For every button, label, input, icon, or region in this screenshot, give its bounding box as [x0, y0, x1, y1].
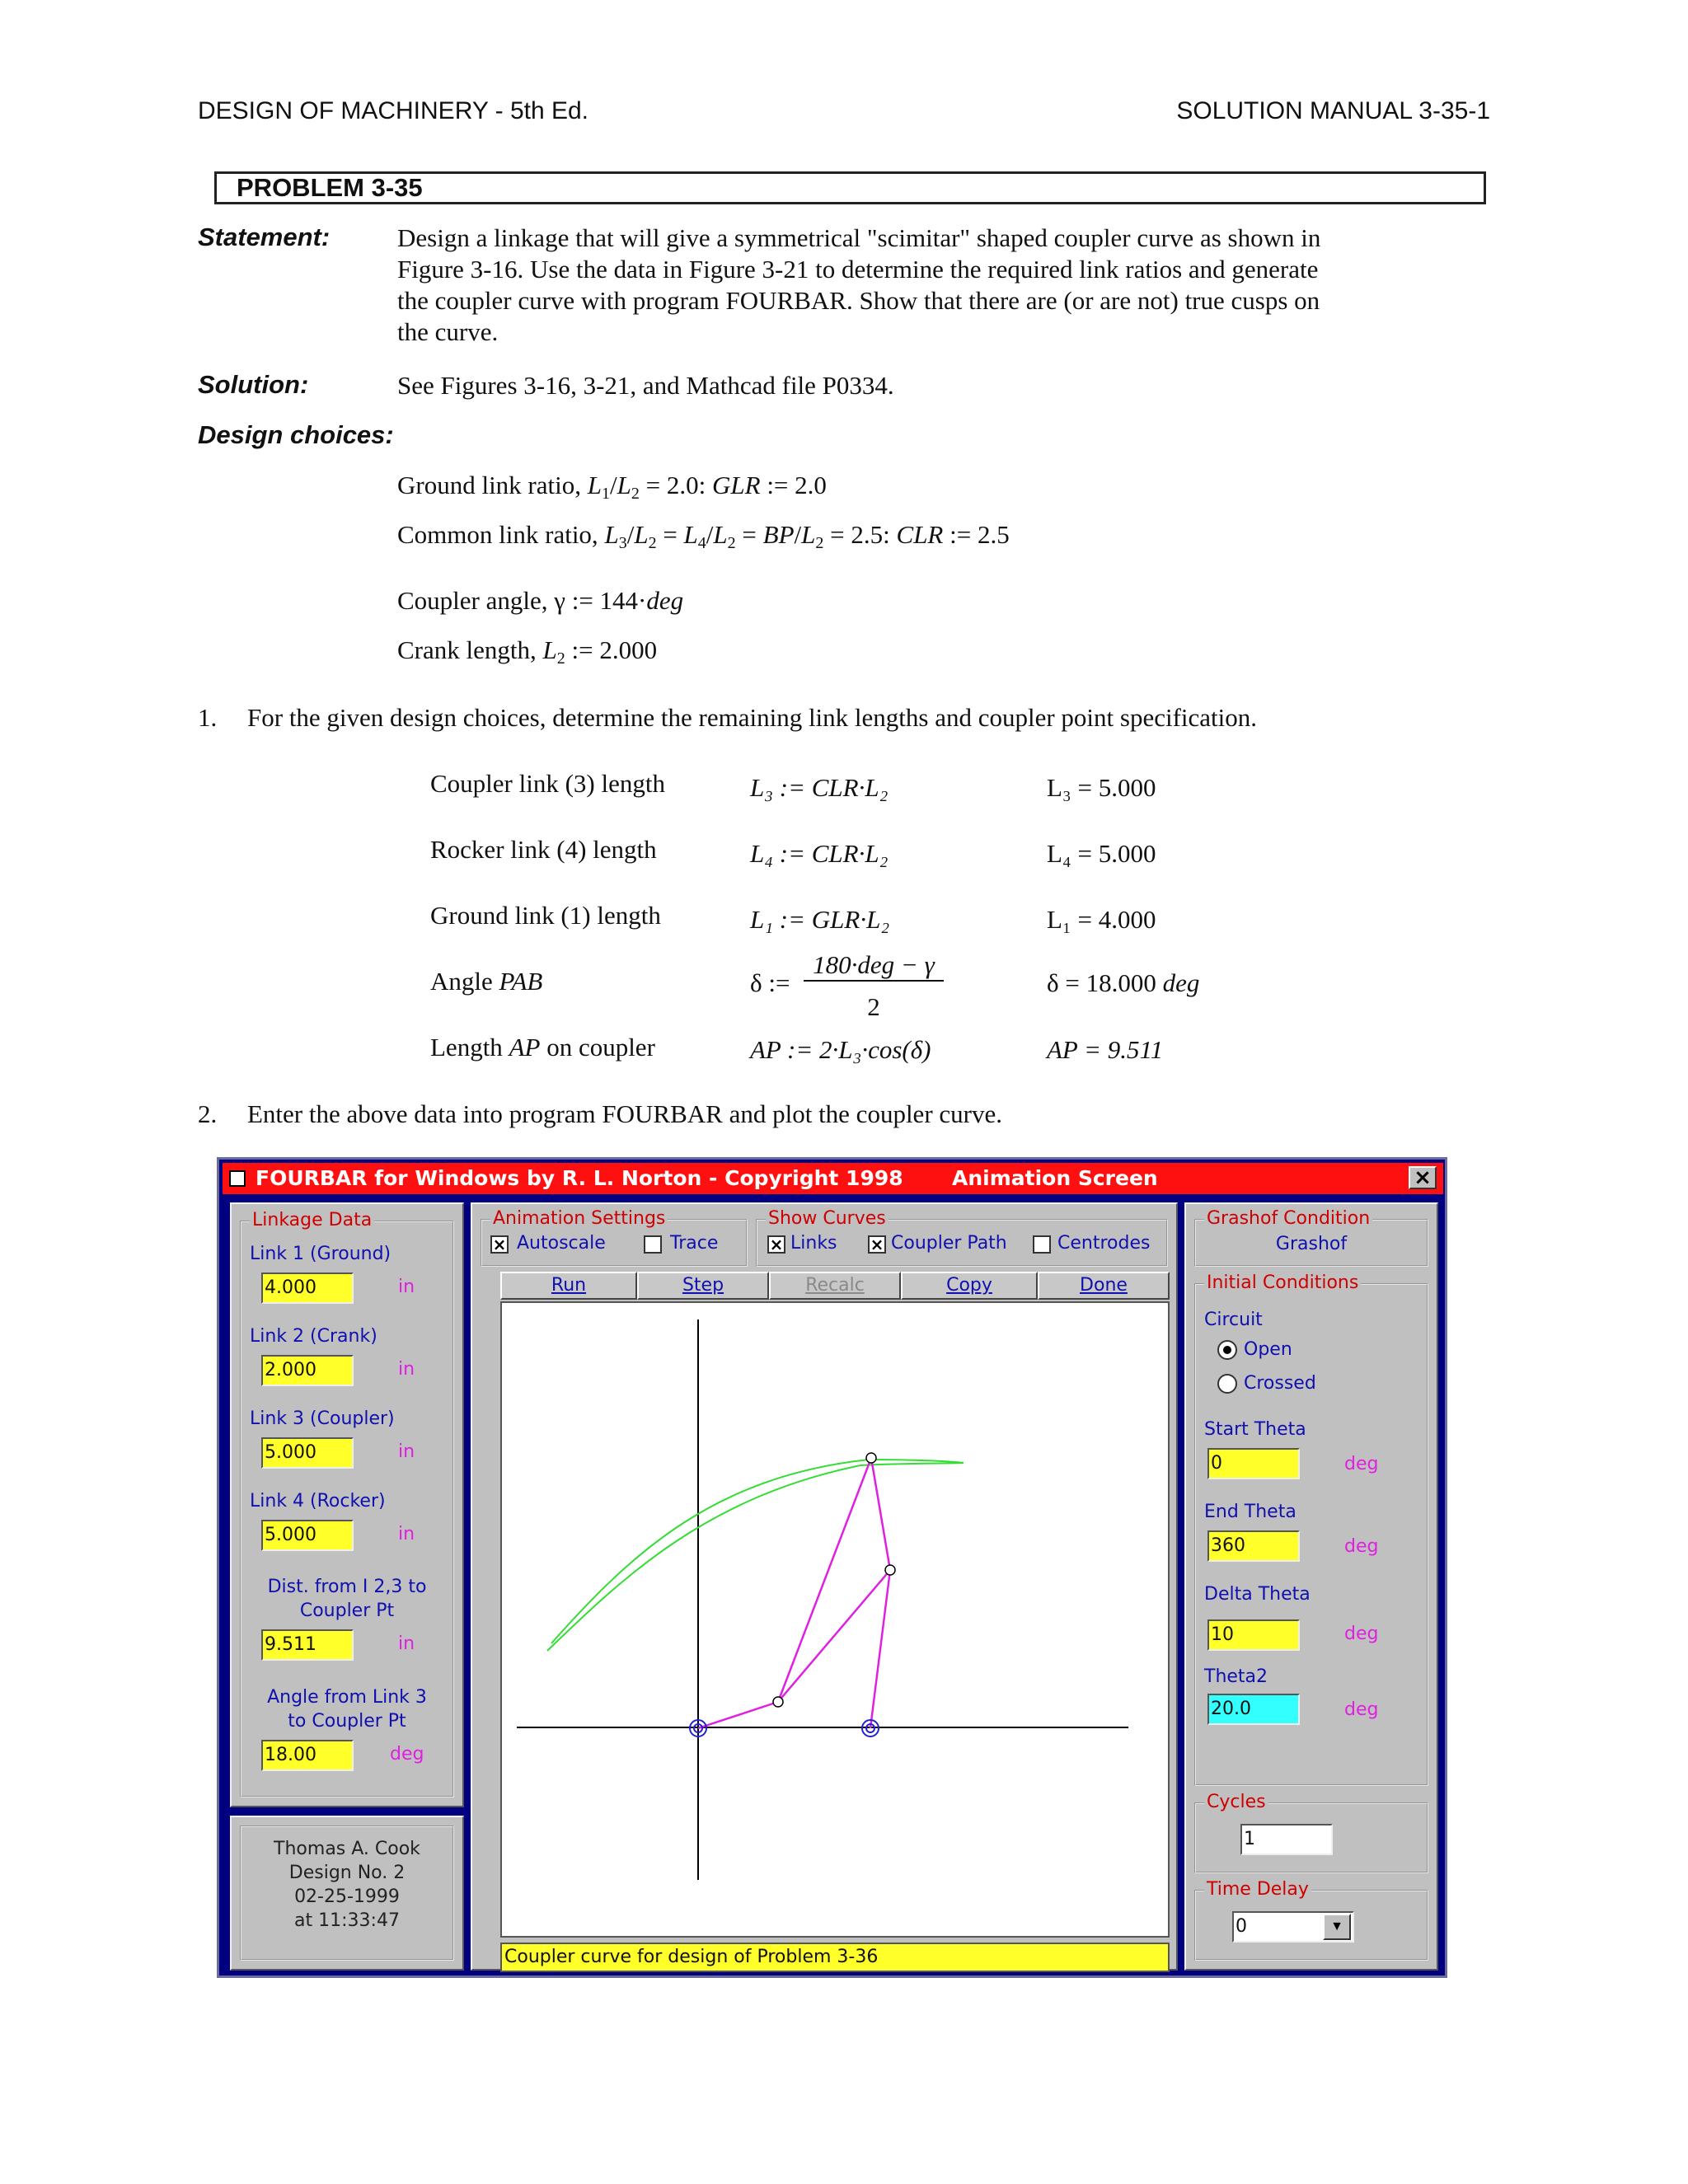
statement-label: Statement: — [198, 223, 331, 251]
chevron-down-icon[interactable]: ▼ — [1323, 1914, 1351, 1940]
joint-b — [885, 1565, 895, 1575]
links-checkbox[interactable]: × — [767, 1235, 785, 1254]
statement-line: Figure 3-16. Use the data in Figure 3-21 to determine the required link ratios and generate — [397, 255, 1319, 284]
ground-link-ratio: Ground link ratio, $L_1/L_2 = 2.0$: GLR := 2.0 — [397, 471, 827, 503]
settings-panel — [1184, 1202, 1438, 1971]
unit-label: deg — [390, 1744, 424, 1765]
dist-input[interactable]: 9.511 — [261, 1629, 354, 1661]
grashof-value: Grashof — [1275, 1234, 1348, 1254]
statement-text — [397, 223, 1485, 348]
unit-label: in — [398, 1633, 415, 1654]
step1-number: 1. — [198, 703, 218, 732]
autoscale-label: Autoscale — [517, 1233, 606, 1254]
grashof-title: Grashof Condition — [1204, 1209, 1372, 1229]
common-link-ratio: Common link ratio, $L_3/L_2 = L_4/L_2 = BP/L_2 = 2.5$: CLR := 2.5 — [397, 520, 1010, 552]
open-radio[interactable] — [1217, 1340, 1237, 1360]
unit-label: deg — [1344, 1454, 1379, 1474]
angle-def-lhs: δ := — [750, 968, 790, 997]
link3-input[interactable]: 5.000 — [261, 1437, 354, 1469]
ap-result: AP = 9.511 — [1047, 1035, 1164, 1064]
angle-label: Angle PAB — [430, 967, 543, 996]
crossed-label: Crossed — [1244, 1373, 1316, 1394]
step2-text: Enter the above data into program FOURBAR and plot the coupler curve. — [247, 1099, 1002, 1128]
caption-input[interactable]: Coupler curve for design of Problem 3-36 — [500, 1943, 1170, 1972]
info-box — [240, 1825, 454, 1961]
open-label: Open — [1244, 1339, 1292, 1360]
show-curves-title: Show Curves — [766, 1209, 889, 1229]
delta-theta-label: Delta Theta — [1204, 1584, 1311, 1605]
animation-settings-title: Animation Settings — [490, 1209, 668, 1229]
theta2-label: Theta2 — [1204, 1666, 1268, 1687]
screen-name: Animation Screen — [952, 1166, 1158, 1190]
start-theta-input[interactable]: 0 — [1207, 1448, 1300, 1479]
done-button[interactable]: Done — [1038, 1272, 1170, 1300]
coupler-link-bp — [871, 1458, 890, 1570]
unit-label: deg — [1344, 1536, 1379, 1557]
trace-checkbox[interactable] — [644, 1235, 662, 1254]
unit-label: deg — [1344, 1624, 1379, 1644]
statement-line: the curve. — [397, 317, 499, 346]
initial-conditions-group — [1194, 1272, 1428, 1786]
end-theta-input[interactable]: 360 — [1207, 1530, 1300, 1562]
coupler-path-label: Coupler Path — [891, 1233, 1007, 1254]
linkage-plot — [502, 1303, 1168, 1936]
app-icon — [229, 1170, 246, 1187]
crossed-radio[interactable] — [1217, 1374, 1237, 1394]
row-result: L₁ = 4.000 — [1047, 905, 1156, 934]
header-left: DESIGN OF MACHINERY - 5th Ed. — [198, 97, 589, 124]
link3-label: Link 3 (Coupler) — [250, 1408, 395, 1429]
angle-label: Angle from Link 3 to Coupler Pt — [267, 1687, 427, 1732]
coupler-point-p — [866, 1453, 876, 1463]
cycles-title: Cycles — [1204, 1793, 1268, 1812]
link2-label: Link 2 (Crank) — [250, 1326, 377, 1347]
links-label: Links — [790, 1233, 837, 1254]
coupler-path-checkbox[interactable]: × — [868, 1235, 886, 1254]
row-result: L₄ = 5.000 — [1047, 839, 1156, 868]
solution-text: See Figures 3-16, 3-21, and Mathcad file P0334. — [397, 371, 894, 400]
linkage-panel — [230, 1202, 464, 1807]
centrodes-checkbox[interactable] — [1033, 1235, 1051, 1254]
design-choices-label: Design choices: — [198, 420, 394, 449]
row-label: Rocker link (4) length — [430, 835, 657, 864]
theta2-input[interactable]: 20.0 — [1207, 1694, 1300, 1725]
start-theta-label: Start Theta — [1204, 1419, 1306, 1440]
delta-theta-input[interactable]: 10 — [1207, 1619, 1300, 1651]
cycles-input[interactable]: 1 — [1240, 1824, 1333, 1855]
initial-conditions-title: Initial Conditions — [1204, 1273, 1361, 1293]
close-button[interactable]: × — [1409, 1166, 1437, 1189]
statement-line: the coupler curve with program FOURBAR. Show that there are (or are not) true cusps on — [397, 286, 1320, 315]
end-theta-label: End Theta — [1204, 1502, 1296, 1522]
ap-label: Length AP on coupler — [430, 1033, 655, 1062]
title-bar — [223, 1163, 1443, 1194]
step1-text: For the given design choices, determine the remaining link lengths and coupler point specification. — [247, 703, 1258, 732]
step-button[interactable]: Step — [637, 1272, 769, 1300]
autoscale-checkbox[interactable]: × — [490, 1235, 509, 1254]
coupler-curve-lower — [547, 1465, 860, 1651]
statement-line: Design a linkage that will give a symmetrical "scimitar" shaped coupler curve as shown in — [397, 223, 1321, 252]
unit-label: in — [398, 1441, 415, 1462]
row-def: L₄ := CLR·L₂ — [750, 839, 889, 868]
unit-label: in — [398, 1277, 415, 1297]
trace-label: Trace — [670, 1233, 719, 1254]
dist-label: Dist. from I 2,3 to Coupler Pt — [267, 1577, 427, 1621]
row-def: L₁ := GLR·L₂ — [750, 905, 890, 934]
row-label: Coupler link (3) length — [430, 769, 665, 798]
link1-input[interactable]: 4.000 — [261, 1272, 354, 1304]
info-panel — [230, 1816, 464, 1971]
coupler-angle: Coupler angle, γ := 144·deg — [397, 586, 684, 615]
link4-input[interactable]: 5.000 — [261, 1520, 354, 1551]
angle-result: δ = 18.000 deg — [1047, 968, 1200, 997]
centrodes-label: Centrodes — [1057, 1233, 1151, 1254]
time-delay-group — [1194, 1879, 1428, 1961]
problem-box — [214, 171, 1486, 204]
cycles-group — [1194, 1792, 1428, 1873]
grashof-group — [1194, 1208, 1428, 1267]
coupler-curve-upper — [551, 1460, 964, 1643]
angle-numerator: 180·deg − γ — [804, 950, 944, 982]
recalc-button[interactable]: Recalc — [769, 1272, 901, 1300]
row-def: L₃ := CLR·L₂ — [750, 773, 889, 802]
design-info: Thomas A. Cook Design No. 2 02-25-1999 at 11:33:47 — [274, 1839, 420, 1931]
link2-input[interactable]: 2.000 — [261, 1355, 354, 1386]
row-result: L₃ = 5.000 — [1047, 773, 1156, 802]
link4-label: Link 4 (Rocker) — [250, 1491, 386, 1511]
circuit-label: Circuit — [1204, 1310, 1263, 1330]
coupler-link-ap — [778, 1458, 871, 1702]
link1-label: Link 1 (Ground) — [250, 1244, 392, 1264]
unit-label: in — [398, 1359, 415, 1380]
crank-length: Crank length, $L_2$ := 2.000 — [397, 635, 658, 668]
coupler-curve-tip — [860, 1463, 964, 1465]
crank-link — [698, 1702, 778, 1728]
window-title: FOURBAR for Windows by R. L. Norton - Copyright 1998 — [256, 1166, 903, 1190]
step2-number: 2. — [198, 1099, 218, 1128]
run-button[interactable]: Run — [500, 1272, 637, 1300]
coupler-link-ab — [778, 1570, 890, 1702]
unit-label: deg — [1344, 1699, 1379, 1720]
show-curves-group — [756, 1208, 1168, 1267]
copy-button[interactable]: Copy — [901, 1272, 1038, 1300]
time-delay-title: Time Delay — [1204, 1880, 1311, 1900]
linkage-group-title: Linkage Data — [250, 1211, 374, 1230]
joint-a — [773, 1697, 783, 1707]
header-right: SOLUTION MANUAL 3-35-1 — [1176, 97, 1490, 124]
angle-input[interactable]: 18.00 — [261, 1740, 354, 1771]
rocker-link — [870, 1570, 890, 1728]
unit-label: in — [398, 1524, 415, 1544]
animation-canvas — [500, 1301, 1170, 1938]
time-delay-select[interactable]: 0 — [1232, 1911, 1354, 1943]
fourbar-window — [217, 1157, 1447, 1978]
problem-title: PROBLEM 3-35 — [237, 173, 423, 202]
animation-panel — [471, 1202, 1178, 1971]
linkage-group — [240, 1210, 454, 1797]
animation-settings-group — [481, 1208, 748, 1267]
button-bar — [500, 1272, 1170, 1300]
solution-label: Solution: — [198, 370, 309, 399]
row-label: Ground link (1) length — [430, 901, 661, 930]
angle-denominator: 2 — [867, 992, 880, 1021]
ap-def: AP := 2·L₃·cos(δ) — [750, 1035, 931, 1064]
